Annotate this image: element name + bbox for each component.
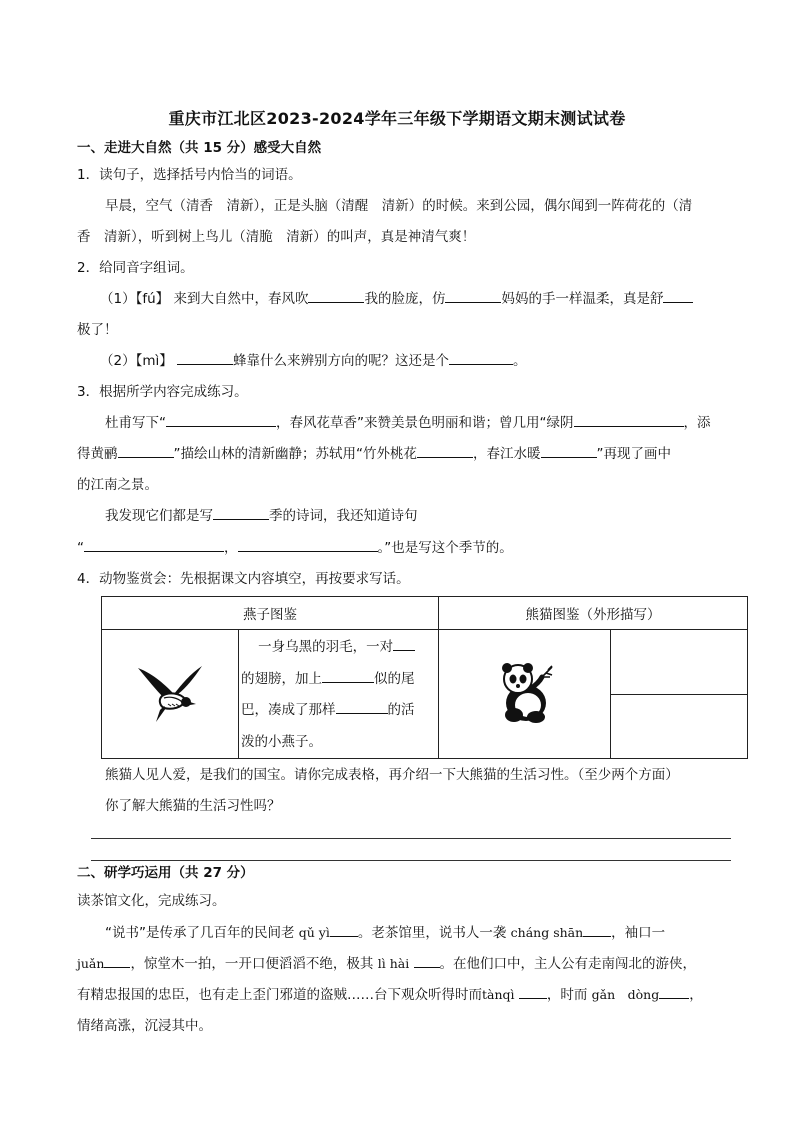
q2-item2-end: 。 — [513, 353, 527, 369]
panda-cell-divider — [611, 694, 747, 695]
q3-l2-d: ”再现了画中 — [596, 446, 671, 462]
q3-l5-a: “ — [77, 540, 84, 556]
q2-label: 2．给同音字组词。 — [77, 260, 194, 276]
q3-line1 — [105, 412, 711, 434]
pinyin-tanqi: tànqì — [482, 987, 515, 1002]
q2-blank-1[interactable] — [308, 288, 364, 303]
pinyin-gandong: gǎn dòng — [591, 987, 660, 1002]
q2-item2-mid: 蜂靠什么来辨别方向的呢？这还是个 — [233, 353, 450, 369]
q2-item2-prefix: （2）【mì】 — [100, 353, 173, 369]
p-l3: 有精忠报国的忠臣，也有走上歪门邪道的盗贼……台下观众听得时而 — [77, 987, 482, 1003]
q2-blank-2[interactable] — [445, 288, 501, 303]
animal-table — [101, 596, 748, 759]
swallow-l2-b: 似的尾 — [374, 670, 415, 687]
q3-blank-8[interactable] — [238, 537, 378, 552]
swallow-text-cell — [239, 630, 439, 759]
section2-heading: 二、研学巧运用（共 27 分） — [77, 865, 254, 881]
writing-line-1[interactable] — [91, 838, 731, 839]
q3-blank-2[interactable] — [574, 412, 684, 427]
p-l3-b: ，时而 — [546, 987, 592, 1003]
pinyin-blank-3[interactable] — [104, 953, 130, 968]
passage-line2 — [77, 953, 696, 975]
pinyin-blank-1[interactable] — [330, 922, 358, 937]
q1-label: 1．读句子，选择括号内恰当的词语。 — [77, 167, 302, 183]
q2-blank-3[interactable] — [663, 288, 693, 303]
q2-blank-5[interactable] — [449, 350, 513, 365]
writing-line-2[interactable] — [91, 860, 731, 861]
pinyin-blank-2[interactable] — [583, 922, 611, 937]
pinyin-blank-5[interactable] — [519, 984, 547, 999]
passage-line4: 情绪高涨，沉浸其中。 — [77, 1018, 212, 1034]
swallow-l4: 泼的小燕子。 — [241, 733, 322, 750]
q3-line5 — [77, 537, 513, 559]
page-title: 重庆市江北区2023-2024学年三年级下学期语文期末测试试卷 — [168, 109, 626, 128]
p-l1-c: ，袖口一 — [611, 925, 666, 941]
q3-line3: 的江南之景。 — [77, 477, 158, 493]
q3-l5-c: 。”也是写这个季节的。 — [377, 540, 513, 556]
q4-after2: 你了解大熊猫的生活习性吗？ — [105, 798, 281, 814]
pinyin-lihai: lì hài — [377, 956, 410, 971]
panda-answer-cell[interactable] — [611, 630, 748, 759]
swallow-l3-b: 的活 — [387, 702, 415, 718]
q1-text-line2: 香 清新），听到树上鸟儿（清脆 清新）的叫声，真是神清气爽！ — [77, 229, 476, 245]
swallow-l3-a: 巴，凑成了那样 — [241, 702, 336, 718]
pinyin-juan: juǎn — [77, 956, 105, 971]
swallow-blank-3[interactable] — [336, 699, 388, 714]
q3-l1-c: ，添 — [683, 415, 711, 431]
pinyin-quyi: qǔ yì — [298, 925, 330, 940]
q2-item1 — [100, 288, 693, 310]
panda-image — [439, 630, 611, 759]
pinyin-blank-6[interactable] — [659, 984, 689, 999]
q2-item1-mid: 我的脸庞，仿 — [364, 291, 446, 307]
q2-item1-mid2: 妈妈的手一样温柔，真是舒 — [501, 291, 664, 307]
p-l2-a: ，惊堂木一拍，一开口便滔滔不绝，极其 — [130, 956, 378, 972]
swallow-l1: 一身乌黑的羽毛，一对 — [258, 639, 394, 655]
q3-l4-b: 季的诗词，我还知道诗句 — [269, 508, 418, 524]
p-l2-b: 。在他们口中，主人公有走南闯北的游侠， — [439, 956, 697, 972]
q3-l1-a: 杜甫写下“ — [105, 415, 166, 431]
p-l1-b: 。老茶馆里，说书人一袭 — [357, 925, 511, 941]
pinyin-changshan: cháng shān — [510, 925, 584, 940]
q3-label: 3．根据所学内容完成练习。 — [77, 384, 248, 400]
q3-blank-7[interactable] — [84, 537, 224, 552]
pinyin-blank-4[interactable] — [414, 953, 440, 968]
q3-l2-a: 得黄鹂 — [77, 446, 118, 462]
q3-l4-a: 我发现它们都是写 — [105, 508, 213, 524]
swallow-l2-a: 的翅膀，加上 — [241, 670, 322, 687]
table-head-swallow: 燕子图鉴 — [102, 597, 439, 630]
q3-blank-4[interactable] — [417, 443, 473, 458]
q3-blank-3[interactable] — [118, 443, 174, 458]
q3-l2-b: ”描绘山林的清新幽静；苏轼用“竹外桃花 — [173, 446, 417, 462]
q2-item1-end: 极了！ — [77, 322, 118, 338]
q2-item2 — [100, 350, 527, 372]
section1-heading: 一、走进大自然（共 15 分）感受大自然 — [77, 140, 322, 156]
q3-l1-b: ，春风花草香”来赞美景色明丽和谐；曾几用“绿阴 — [276, 415, 574, 431]
table-head-panda: 熊猫图鉴（外形描写） — [439, 597, 748, 630]
swallow-icon — [134, 660, 206, 724]
q2-item1-prefix: （1）【fú】 来到大自然中，春风吹 — [100, 291, 309, 307]
p-l3-c: ， — [689, 987, 703, 1003]
panda-icon — [490, 659, 560, 725]
section2-intro: 读茶馆文化，完成练习。 — [77, 893, 226, 909]
q4-label: 4．动物鉴赏会：先根据课文内容填空，再按要求写话。 — [77, 571, 410, 587]
q3-blank-5[interactable] — [541, 443, 597, 458]
q2-blank-4[interactable] — [177, 350, 233, 365]
q3-blank-1[interactable] — [166, 412, 276, 427]
swallow-blank-2[interactable] — [322, 668, 374, 683]
q3-line4 — [105, 505, 418, 527]
p-l1-a: “说书”是传承了几百年的民间老 — [105, 925, 299, 941]
q1-text-line1: 早晨，空气（清香 清新），正是头脑（清醒 清新）的时候。来到公园，偶尔闻到一阵荷花的（清 — [105, 198, 693, 214]
q4-after1: 熊猫人见人爱，是我们的国宝。请你完成表格，再介绍一下大熊猫的生活习性。（至少两个方面） — [105, 767, 679, 783]
q3-l2-c: ，春江水暖 — [473, 446, 541, 462]
passage-line3 — [77, 984, 703, 1006]
passage-line1 — [105, 922, 665, 944]
q3-line2 — [77, 443, 671, 465]
swallow-image — [102, 630, 239, 759]
q3-blank-6[interactable] — [213, 505, 269, 520]
swallow-blank-1[interactable] — [393, 636, 415, 651]
q3-l5-b: ， — [224, 540, 238, 556]
